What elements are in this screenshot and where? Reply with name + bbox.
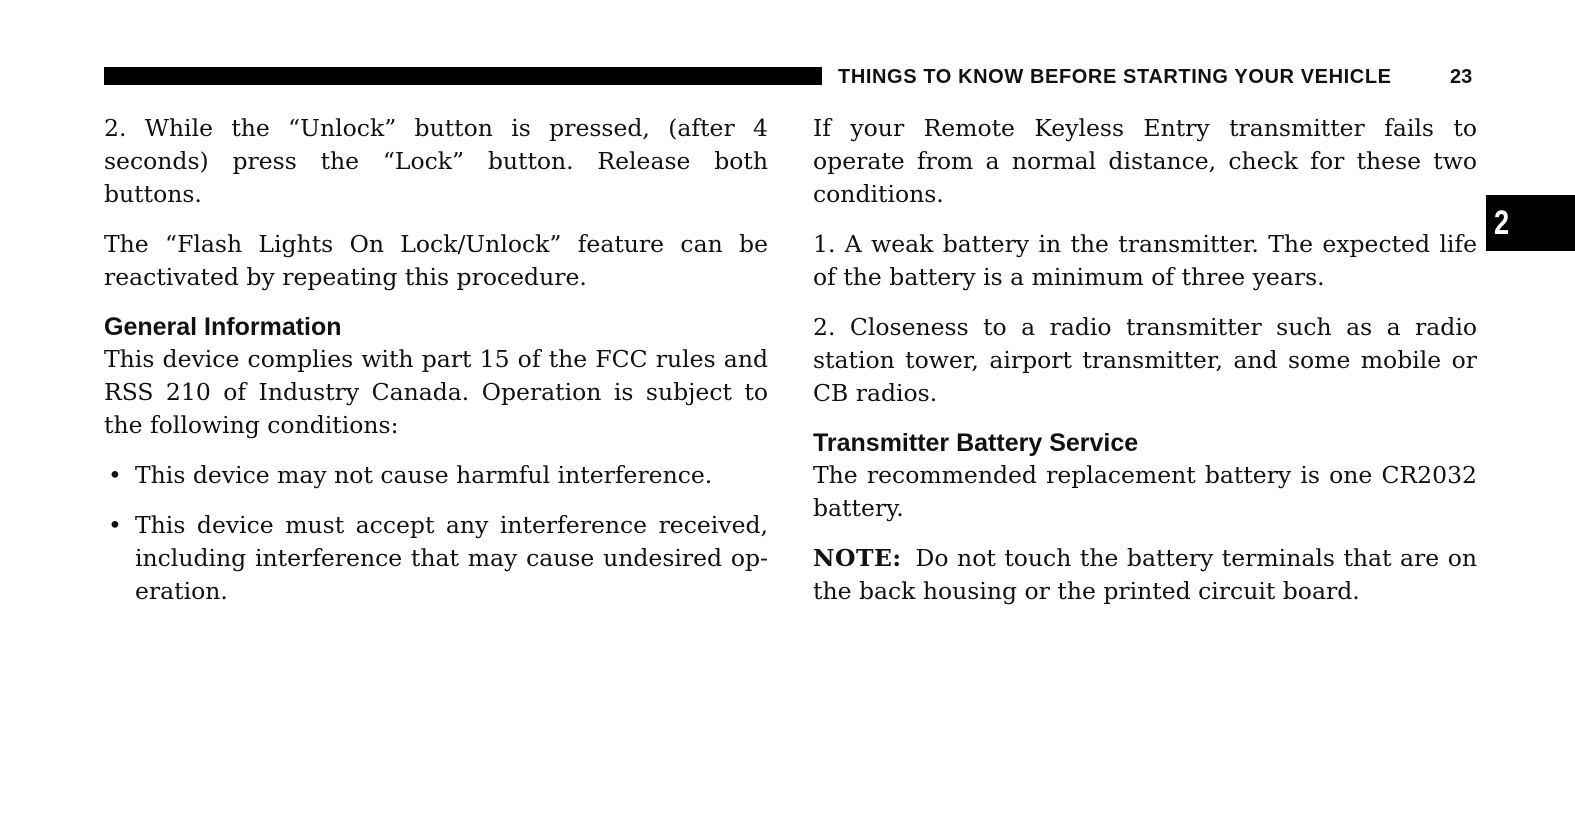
bullet-text: This device must accept any interference received, including interference that may cause undesired op-eration.: [135, 511, 768, 605]
paragraph-replacement-battery: The recommended replacement battery is one CR2032 battery.: [813, 461, 1477, 522]
note-label: NOTE:: [813, 544, 902, 572]
paragraph-radio-closeness: 2. Closeness to a radio transmitter such as a radio station tower, airport transmitter, and some mobile or CB radios.: [813, 313, 1477, 407]
note-text: Do not touch the battery terminals that are on the back housing or the printed circuit board.: [813, 544, 1477, 605]
heading-general-information: General Information: [104, 313, 342, 341]
chapter-number: 2: [1494, 203, 1510, 242]
note-paragraph: [813, 542, 1477, 608]
heading-battery-service: Transmitter Battery Service: [813, 429, 1139, 457]
running-header-title: THINGS TO KNOW BEFORE STARTING YOUR VEHICLE: [838, 66, 1392, 88]
bullet-icon: •: [108, 461, 122, 489]
page-number: 23: [1450, 66, 1473, 88]
paragraph-unlock-procedure: 2. While the “Unlock” button is pressed, (after 4 seconds) press the “Lock” button. Release both buttons.: [104, 114, 768, 208]
list-item: [104, 459, 768, 492]
bullet-text: This device may not cause harmful interference.: [135, 461, 713, 489]
paragraph-weak-battery: 1. A weak battery in the transmitter. The expected life of the battery is a minimum of three years.: [813, 230, 1477, 291]
paragraph-transmitter-fails: If your Remote Keyless Entry transmitter fails to operate from a normal distance, check for these two conditions.: [813, 114, 1477, 208]
header-rule: [104, 67, 822, 85]
bullet-icon: •: [108, 511, 122, 539]
list-item: [104, 509, 768, 608]
paragraph-fcc-compliance: This device complies with part 15 of the FCC rules and RSS 210 of Industry Canada. Operation is subject to the following conditions:: [104, 345, 768, 439]
chapter-tab: [1486, 195, 1575, 251]
left-column: [104, 112, 768, 625]
paragraph-flash-lights: The “Flash Lights On Lock/Unlock” feature can be reactivated by repeating this procedure.: [104, 230, 768, 291]
right-column: [813, 112, 1477, 625]
